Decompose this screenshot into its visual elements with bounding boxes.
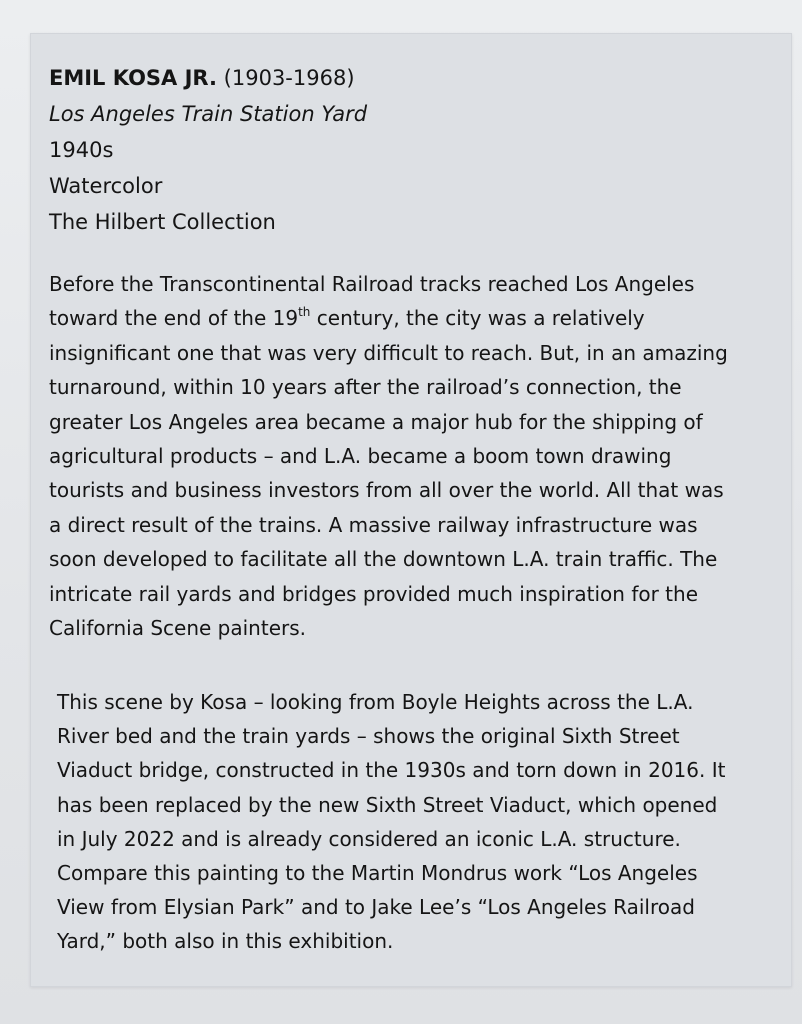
text-line: greater Los Angeles area became a major hub for the shipping of: [49, 409, 703, 434]
text-line: California Scene painters.: [49, 616, 306, 641]
text-line: soon developed to facilitate all the downtown L.A. train traffic. The: [49, 547, 718, 572]
text-line: has been replaced by the new Sixth Street Viaduct, which opened: [57, 792, 718, 817]
text-line: tourists and business investors from all over the world. All that was: [49, 478, 724, 503]
artwork-collection: The Hilbert Collection: [49, 210, 276, 234]
text-line: Before the Transcontinental Railroad tracks reached Los Angeles: [49, 272, 695, 296]
text-line: intricate rail yards and bridges provided much inspiration for the: [49, 581, 699, 606]
text-fragment: century, the city was a relatively: [310, 306, 645, 331]
text-line: agricultural products – and L.A. became a boom town drawing: [49, 444, 672, 469]
text-line: Viaduct bridge, constructed in the 1930s and torn down in 2016. It: [57, 758, 726, 783]
description-paragraph-1: [49, 267, 789, 645]
text-line: Compare this painting to the Martin Mondrus work “Los Angeles: [57, 861, 698, 886]
artist-dates: (1903-1968): [223, 66, 355, 90]
artwork-date: 1940s: [49, 138, 114, 162]
text-line: This scene by Kosa – looking from Boyle Heights across the L.A.: [57, 690, 694, 714]
description-paragraph-2: [57, 685, 797, 959]
text-line: River bed and the train yards – shows the original Sixth Street: [57, 724, 680, 749]
artwork-info: [49, 60, 367, 240]
museum-wall-label: [30, 33, 792, 987]
superscript-text: th: [298, 305, 311, 320]
text-line: a direct result of the trains. A massive railway infrastructure was: [49, 512, 698, 537]
text-line: insignificant one that was very difficult to reach. But, in an amazing: [49, 340, 728, 365]
artist-name: EMIL KOSA JR.: [49, 66, 217, 90]
text-line: turnaround, within 10 years after the railroad’s connection, the: [49, 375, 682, 400]
text-line: [49, 301, 789, 335]
text-line: in July 2022 and is already considered an iconic L.A. structure.: [57, 826, 681, 851]
text-line: View from Elysian Park” and to Jake Lee’s “Los Angeles Railroad: [57, 895, 695, 920]
artwork-medium: Watercolor: [49, 174, 163, 198]
artwork-title: Los Angeles Train Station Yard: [49, 102, 368, 126]
artist-line: [49, 60, 367, 96]
text-fragment: toward the end of the 19: [49, 306, 299, 331]
text-line: Yard,” both also in this exhibition.: [57, 929, 394, 954]
